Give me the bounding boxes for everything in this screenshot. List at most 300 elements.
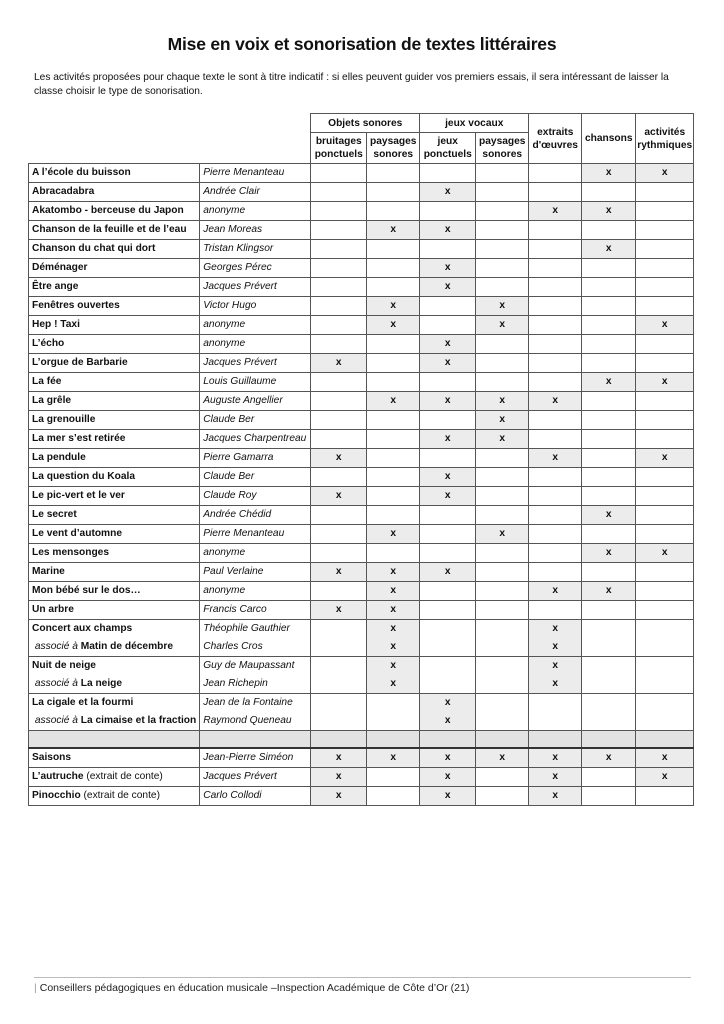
table-row	[29, 183, 694, 202]
activity-empty-cell	[367, 468, 420, 487]
text-title-cell	[29, 202, 200, 221]
text-title: Déménager	[32, 262, 88, 273]
associated-label: associé à	[34, 715, 78, 726]
text-title: Pinocchio	[32, 790, 81, 801]
author-cell: Jacques Prévert	[200, 768, 311, 787]
activity-empty-cell	[311, 183, 367, 202]
spacer-cell	[529, 731, 582, 749]
activity-mark-cell: x	[311, 354, 367, 373]
text-title-cell	[29, 183, 200, 202]
table-row	[29, 748, 694, 768]
text-title: Le secret	[32, 509, 77, 520]
activity-empty-cell	[636, 675, 694, 694]
associated-label: associé à	[34, 641, 78, 652]
author-cell: anonyme	[200, 335, 311, 354]
activity-mark-cell: x	[476, 430, 529, 449]
text-title-cell	[29, 748, 200, 768]
activity-empty-cell	[420, 525, 476, 544]
activity-empty-cell	[311, 657, 367, 676]
activity-empty-cell	[311, 259, 367, 278]
activity-empty-cell	[636, 240, 694, 259]
table-row	[29, 259, 694, 278]
activity-mark-cell: x	[420, 563, 476, 582]
activity-empty-cell	[420, 675, 476, 694]
activity-mark-cell: x	[311, 563, 367, 582]
table-row	[29, 638, 694, 657]
text-title-cell	[29, 694, 200, 713]
text-title: Akatombo - berceuse du Japon	[32, 205, 184, 216]
activity-empty-cell	[420, 506, 476, 525]
activity-empty-cell	[529, 712, 582, 731]
text-title-suffix: (extrait de conte)	[83, 790, 160, 801]
activity-mark-cell: x	[476, 411, 529, 430]
activity-empty-cell	[476, 787, 529, 806]
activity-mark-cell: x	[529, 675, 582, 694]
author-cell: Guy de Maupassant	[200, 657, 311, 676]
activity-empty-cell	[582, 787, 636, 806]
author-cell: Jean Moreas	[200, 221, 311, 240]
activity-empty-cell	[582, 183, 636, 202]
activity-empty-cell	[476, 335, 529, 354]
activity-empty-cell	[582, 259, 636, 278]
header-jeux-vocaux: jeux vocaux	[420, 114, 529, 133]
table-row	[29, 525, 694, 544]
text-title-cell	[29, 259, 200, 278]
activity-empty-cell	[636, 712, 694, 731]
activity-empty-cell	[311, 582, 367, 601]
activity-empty-cell	[582, 411, 636, 430]
activity-empty-cell	[367, 712, 420, 731]
text-title-cell	[29, 582, 200, 601]
activity-empty-cell	[529, 278, 582, 297]
table-row	[29, 240, 694, 259]
activity-empty-cell	[529, 694, 582, 713]
text-title-cell	[29, 297, 200, 316]
activity-empty-cell	[529, 544, 582, 563]
activity-mark-cell: x	[367, 675, 420, 694]
activity-empty-cell	[367, 694, 420, 713]
text-title-cell	[29, 675, 200, 694]
activity-mark-cell: x	[311, 768, 367, 787]
activity-empty-cell	[311, 430, 367, 449]
activity-empty-cell	[367, 544, 420, 563]
text-title: Chanson de la feuille et de l’eau	[32, 224, 187, 235]
activity-empty-cell	[636, 506, 694, 525]
activity-empty-cell	[311, 544, 367, 563]
activity-empty-cell	[311, 316, 367, 335]
activity-mark-cell: x	[367, 316, 420, 335]
author-cell: Raymond Queneau	[200, 712, 311, 731]
activity-empty-cell	[420, 202, 476, 221]
activity-empty-cell	[367, 768, 420, 787]
text-title-cell	[29, 164, 200, 183]
text-title: Matin de décembre	[80, 641, 174, 652]
activity-mark-cell: x	[529, 768, 582, 787]
author-cell: Pierre Menanteau	[200, 525, 311, 544]
activity-empty-cell	[636, 582, 694, 601]
activity-mark-cell: x	[311, 601, 367, 620]
table-row	[29, 657, 694, 676]
activity-empty-cell	[636, 657, 694, 676]
activity-mark-cell: x	[636, 449, 694, 468]
activity-empty-cell	[420, 601, 476, 620]
table-row	[29, 373, 694, 392]
activity-empty-cell	[420, 164, 476, 183]
activity-empty-cell	[582, 335, 636, 354]
activity-empty-cell	[636, 787, 694, 806]
activity-mark-cell: x	[529, 620, 582, 639]
header-paysages-jeux: paysages sonores	[476, 133, 529, 164]
author-cell: Victor Hugo	[200, 297, 311, 316]
header-paysages-objets: paysages sonores	[367, 133, 420, 164]
activity-mark-cell: x	[367, 748, 420, 768]
spacer-cell	[636, 731, 694, 749]
activity-mark-cell: x	[420, 183, 476, 202]
author-cell: Jean de la Fontaine	[200, 694, 311, 713]
table-row	[29, 164, 694, 183]
activity-empty-cell	[311, 297, 367, 316]
activity-empty-cell	[582, 430, 636, 449]
activity-empty-cell	[529, 259, 582, 278]
activity-empty-cell	[636, 468, 694, 487]
activity-mark-cell: x	[311, 487, 367, 506]
activity-empty-cell	[529, 430, 582, 449]
spacer-cell	[367, 731, 420, 749]
author-cell: Claude Ber	[200, 468, 311, 487]
activity-empty-cell	[582, 278, 636, 297]
activity-empty-cell	[529, 525, 582, 544]
activity-mark-cell: x	[420, 354, 476, 373]
activity-mark-cell: x	[636, 164, 694, 183]
footer	[34, 977, 691, 994]
text-title-cell	[29, 392, 200, 411]
spacer-cell	[311, 731, 367, 749]
activity-empty-cell	[476, 506, 529, 525]
activity-empty-cell	[636, 563, 694, 582]
activity-mark-cell: x	[636, 748, 694, 768]
activity-empty-cell	[582, 392, 636, 411]
text-title-cell	[29, 638, 200, 657]
activity-empty-cell	[311, 468, 367, 487]
text-title: Mon bébé sur le dos…	[32, 585, 141, 596]
spacer-row	[29, 731, 694, 749]
activity-empty-cell	[529, 164, 582, 183]
table-row	[29, 544, 694, 563]
activity-empty-cell	[311, 675, 367, 694]
activities-table	[28, 113, 694, 806]
activity-empty-cell	[582, 487, 636, 506]
text-title: La cigale et la fourmi	[32, 697, 134, 708]
activity-mark-cell: x	[420, 392, 476, 411]
activity-mark-cell: x	[529, 202, 582, 221]
table-row	[29, 620, 694, 639]
activity-mark-cell: x	[529, 392, 582, 411]
activity-empty-cell	[367, 787, 420, 806]
table-row	[29, 278, 694, 297]
author-cell: Andrée Chédid	[200, 506, 311, 525]
table-body	[29, 164, 694, 806]
activity-empty-cell	[311, 164, 367, 183]
activity-empty-cell	[367, 335, 420, 354]
footer-divider: |	[34, 982, 37, 994]
activity-mark-cell: x	[529, 582, 582, 601]
activity-mark-cell: x	[476, 392, 529, 411]
activity-empty-cell	[476, 278, 529, 297]
activity-empty-cell	[636, 259, 694, 278]
activity-empty-cell	[582, 694, 636, 713]
activity-empty-cell	[476, 487, 529, 506]
activity-empty-cell	[476, 694, 529, 713]
activity-mark-cell: x	[582, 544, 636, 563]
text-title-cell	[29, 411, 200, 430]
activity-empty-cell	[529, 373, 582, 392]
activity-empty-cell	[476, 657, 529, 676]
activity-empty-cell	[529, 316, 582, 335]
activity-mark-cell: x	[311, 787, 367, 806]
activity-mark-cell: x	[582, 748, 636, 768]
activity-empty-cell	[420, 297, 476, 316]
footer-text: Conseillers pédagogiques en éducation musicale –Inspection Académique de Côte d’Or (21)	[39, 982, 470, 994]
activity-empty-cell	[636, 411, 694, 430]
activity-empty-cell	[476, 601, 529, 620]
activity-empty-cell	[582, 712, 636, 731]
activity-empty-cell	[476, 221, 529, 240]
table-row	[29, 712, 694, 731]
text-title-suffix: (extrait de conte)	[86, 771, 163, 782]
activity-empty-cell	[367, 411, 420, 430]
activity-empty-cell	[636, 354, 694, 373]
spacer-cell	[420, 731, 476, 749]
activity-empty-cell	[367, 202, 420, 221]
activity-empty-cell	[476, 183, 529, 202]
activity-empty-cell	[582, 525, 636, 544]
text-title: L’orgue de Barbarie	[32, 357, 128, 368]
header-chansons: chansons	[582, 114, 636, 164]
activity-empty-cell	[420, 240, 476, 259]
activity-empty-cell	[529, 506, 582, 525]
activity-empty-cell	[582, 563, 636, 582]
activity-empty-cell	[476, 164, 529, 183]
activity-mark-cell: x	[582, 202, 636, 221]
associated-label: associé à	[34, 678, 78, 689]
author-cell: Louis Guillaume	[200, 373, 311, 392]
activity-empty-cell	[476, 449, 529, 468]
activity-mark-cell: x	[582, 582, 636, 601]
text-title: L’autruche	[32, 771, 84, 782]
activity-empty-cell	[529, 468, 582, 487]
author-cell: Carlo Collodi	[200, 787, 311, 806]
activity-empty-cell	[636, 392, 694, 411]
table-row	[29, 411, 694, 430]
activity-empty-cell	[529, 183, 582, 202]
activity-mark-cell: x	[420, 768, 476, 787]
spacer-cell	[476, 731, 529, 749]
table-row	[29, 468, 694, 487]
text-title: Abracadabra	[32, 186, 95, 197]
activity-empty-cell	[367, 278, 420, 297]
activity-empty-cell	[420, 620, 476, 639]
activity-empty-cell	[636, 487, 694, 506]
text-title-cell	[29, 354, 200, 373]
activity-empty-cell	[311, 506, 367, 525]
activity-empty-cell	[636, 278, 694, 297]
activity-mark-cell: x	[420, 468, 476, 487]
activity-empty-cell	[582, 316, 636, 335]
activity-empty-cell	[420, 657, 476, 676]
activity-empty-cell	[582, 468, 636, 487]
activity-empty-cell	[582, 354, 636, 373]
activity-empty-cell	[636, 430, 694, 449]
activity-mark-cell: x	[311, 449, 367, 468]
activity-empty-cell	[529, 563, 582, 582]
activity-mark-cell: x	[476, 316, 529, 335]
activity-empty-cell	[582, 657, 636, 676]
text-title-cell	[29, 768, 200, 787]
table-row	[29, 354, 694, 373]
activity-empty-cell	[420, 411, 476, 430]
activity-mark-cell: x	[582, 506, 636, 525]
activity-mark-cell: x	[420, 712, 476, 731]
text-title: La cimaise et la fraction	[80, 715, 197, 726]
author-cell: Andrée Clair	[200, 183, 311, 202]
activity-empty-cell	[476, 259, 529, 278]
text-title: Nuit de neige	[32, 660, 96, 671]
activity-empty-cell	[311, 525, 367, 544]
activity-empty-cell	[636, 638, 694, 657]
table-row	[29, 221, 694, 240]
activity-empty-cell	[420, 373, 476, 392]
text-title: Le vent d’automne	[32, 528, 123, 539]
text-title-cell	[29, 449, 200, 468]
activity-empty-cell	[367, 183, 420, 202]
activity-empty-cell	[367, 506, 420, 525]
author-cell: Jacques Prévert	[200, 278, 311, 297]
activity-empty-cell	[311, 373, 367, 392]
text-title-cell	[29, 373, 200, 392]
activity-empty-cell	[311, 278, 367, 297]
text-title: La fée	[32, 376, 62, 387]
activity-empty-cell	[367, 240, 420, 259]
text-title-cell	[29, 601, 200, 620]
activity-empty-cell	[582, 638, 636, 657]
activity-empty-cell	[311, 620, 367, 639]
text-title-cell	[29, 468, 200, 487]
activity-mark-cell: x	[636, 768, 694, 787]
activity-empty-cell	[420, 582, 476, 601]
activity-mark-cell: x	[529, 449, 582, 468]
activity-empty-cell	[476, 544, 529, 563]
author-cell: Auguste Angellier	[200, 392, 311, 411]
author-cell: Pierre Gamarra	[200, 449, 311, 468]
header-jeux-ponctuels: jeux ponctuels	[420, 133, 476, 164]
activity-empty-cell	[582, 297, 636, 316]
activity-mark-cell: x	[582, 164, 636, 183]
text-title-cell	[29, 506, 200, 525]
activity-mark-cell: x	[529, 638, 582, 657]
table-row	[29, 316, 694, 335]
activity-empty-cell	[367, 164, 420, 183]
activity-empty-cell	[529, 354, 582, 373]
table-row	[29, 297, 694, 316]
activity-empty-cell	[529, 411, 582, 430]
text-title: L’écho	[32, 338, 65, 349]
author-cell: Pierre Menanteau	[200, 164, 311, 183]
text-title: La grenouille	[32, 414, 96, 425]
activity-mark-cell: x	[367, 601, 420, 620]
activity-empty-cell	[476, 468, 529, 487]
text-title-cell	[29, 657, 200, 676]
author-cell: Claude Ber	[200, 411, 311, 430]
activity-mark-cell: x	[636, 316, 694, 335]
text-title-cell	[29, 563, 200, 582]
table-row	[29, 675, 694, 694]
activity-mark-cell: x	[420, 487, 476, 506]
activity-empty-cell	[636, 694, 694, 713]
header-objets-sonores: Objets sonores	[311, 114, 420, 133]
text-title: Saisons	[32, 752, 72, 763]
activity-empty-cell	[476, 620, 529, 639]
activity-mark-cell: x	[476, 525, 529, 544]
activity-mark-cell: x	[420, 259, 476, 278]
activity-empty-cell	[636, 525, 694, 544]
table-row	[29, 563, 694, 582]
activity-mark-cell: x	[476, 297, 529, 316]
activity-empty-cell	[367, 487, 420, 506]
text-title: La mer s’est retirée	[32, 433, 126, 444]
text-title: Chanson du chat qui dort	[32, 243, 156, 254]
text-title-cell	[29, 620, 200, 639]
activity-mark-cell: x	[367, 582, 420, 601]
author-cell: Théophile Gauthier	[200, 620, 311, 639]
author-cell: anonyme	[200, 582, 311, 601]
author-cell: anonyme	[200, 202, 311, 221]
activity-empty-cell	[529, 335, 582, 354]
table-row	[29, 430, 694, 449]
activity-empty-cell	[476, 712, 529, 731]
table-row	[29, 787, 694, 806]
activity-empty-cell	[420, 316, 476, 335]
table-row	[29, 449, 694, 468]
table-row	[29, 506, 694, 525]
activity-empty-cell	[476, 675, 529, 694]
activity-mark-cell: x	[420, 335, 476, 354]
text-title: Le pic-vert et le ver	[32, 490, 125, 501]
text-title: La grêle	[32, 395, 72, 406]
activity-mark-cell: x	[529, 787, 582, 806]
activity-empty-cell	[367, 259, 420, 278]
text-title-cell	[29, 240, 200, 259]
activity-empty-cell	[367, 449, 420, 468]
activity-empty-cell	[420, 449, 476, 468]
text-title: La pendule	[32, 452, 86, 463]
activity-mark-cell: x	[367, 620, 420, 639]
text-title-cell	[29, 525, 200, 544]
author-cell: Jean Richepin	[200, 675, 311, 694]
header-bruitages: bruitages ponctuels	[311, 133, 367, 164]
header-blank	[29, 114, 311, 164]
activity-empty-cell	[420, 544, 476, 563]
activity-mark-cell: x	[367, 525, 420, 544]
activity-mark-cell: x	[420, 278, 476, 297]
activity-empty-cell	[636, 335, 694, 354]
activity-empty-cell	[582, 768, 636, 787]
table-row	[29, 694, 694, 713]
table-row	[29, 335, 694, 354]
activity-empty-cell	[529, 487, 582, 506]
activity-empty-cell	[582, 601, 636, 620]
activity-mark-cell: x	[582, 373, 636, 392]
text-title: Concert aux champs	[32, 623, 133, 634]
